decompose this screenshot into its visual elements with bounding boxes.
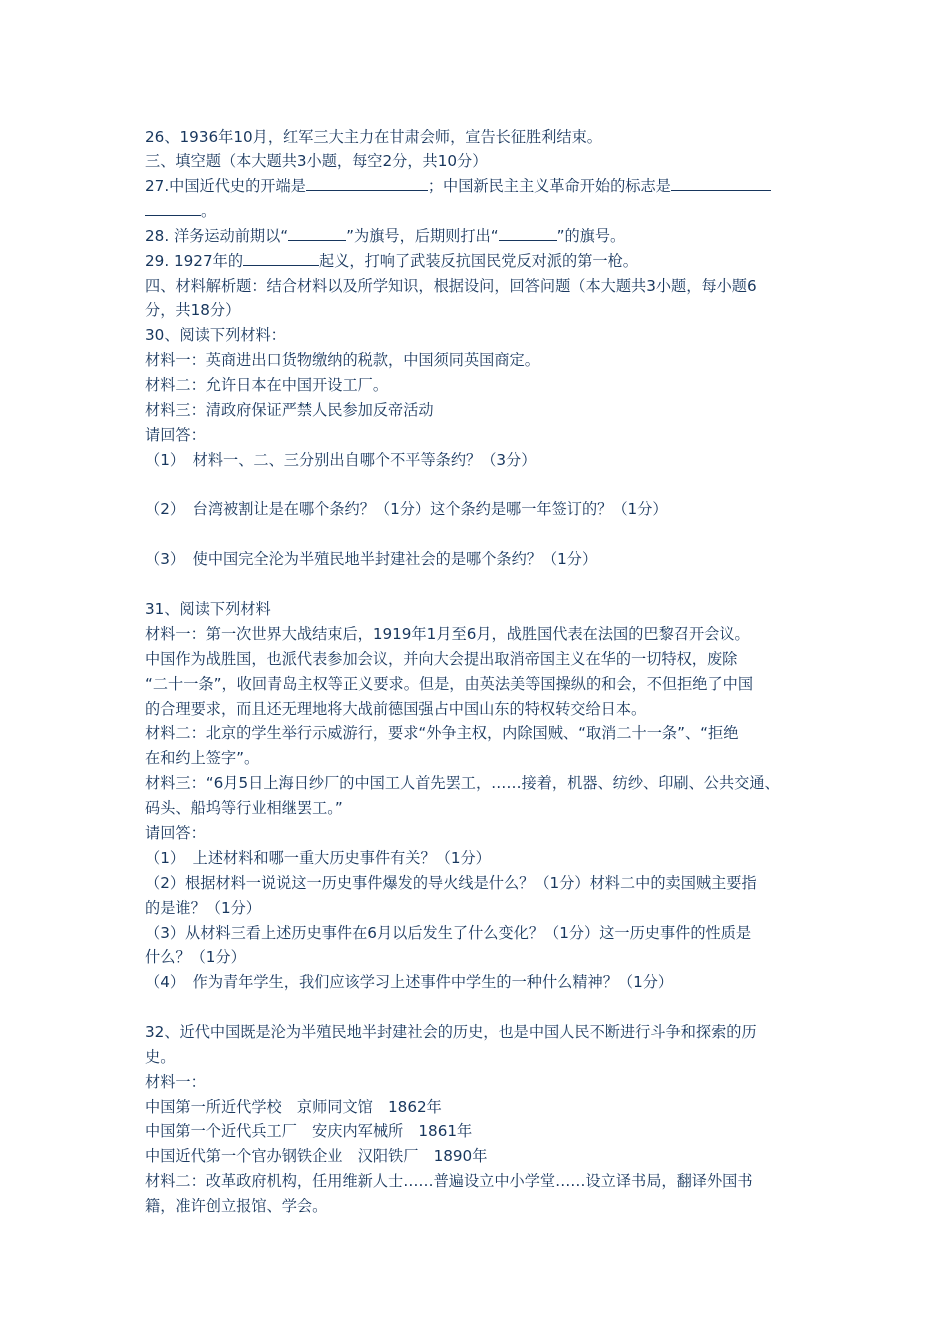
answer-blank[interactable] [671, 175, 771, 191]
q31-prompt: 请回答： [145, 824, 206, 842]
q32-material-1-label: 材料一： [145, 1073, 206, 1091]
question-28: 28. 洋务运动前期以“ ”为旗号，后期则打出“ ”的旗号。 [145, 227, 626, 245]
q31-material-1-line-2: 中国作为战胜国，也派代表参加会议，并向大会提出取消帝国主义在华的一切特权，废除 [145, 650, 738, 668]
answer-blank[interactable] [243, 250, 319, 266]
q32-material-1-item-3: 中国近代第一个官办钢铁企业 汉阳铁厂 1890年 [145, 1147, 488, 1165]
q31-sub-3-line-2: 什么？（1分） [145, 948, 246, 966]
question-26: 26、1936年10月，红军三大主力在甘肃会师，宣告长征胜利结束。 [145, 128, 602, 146]
q30-sub-2: （2） 台湾被割让是在哪个条约？（1分）这个条约是哪一年签订的？（1分） [145, 500, 668, 518]
q31-material-2-line-2: 在和约上签字”。 [145, 749, 260, 767]
q31-sub-1: （1） 上述材料和哪一重大历史事件有关？（1分） [145, 849, 491, 867]
question-32-title-line-1: 32、近代中国既是沦为半殖民地半封建社会的历史，也是中国人民不断进行斗争和探索的历 [145, 1023, 757, 1041]
q31-material-1-line-1: 材料一：第一次世界大战结束后，1919年1月至6月，战胜国代表在法国的巴黎召开会议。 [145, 625, 750, 643]
q30-prompt: 请回答： [145, 426, 206, 444]
q32-material-2-line-1: 材料二：改革政府机构，任用维新人士……普遍设立中小学堂……设立译书局，翻译外国书 [145, 1172, 753, 1190]
question-29: 29. 1927年的 起义，打响了武装反抗国民党反对派的第一枪。 [145, 252, 638, 270]
q31-material-3-line-2: 码头、船坞等行业相继罢工。” [145, 799, 343, 817]
q31-material-2-line-1: 材料二：北京的学生举行示威游行，要求“外争主权，内除国贼、“取消二十一条”、“拒绝 [145, 724, 739, 742]
q31-material-1-line-4: 的合理要求，而且还无理地将大战前德国强占中国山东的特权转交给日本。 [145, 700, 647, 718]
section-3-heading: 三、填空题（本大题共3小题，每空2分，共10分） [145, 152, 488, 170]
q31-material-1-line-3: “二十一条”，收回青岛主权等正义要求。但是，由英法美等国操纵的和会，不但拒绝了中国 [145, 675, 754, 693]
question-30-title: 30、阅读下列材料： [145, 326, 286, 344]
question-27-line-2: 。 [145, 199, 825, 223]
section-4-heading-line-2: 分，共18分） [145, 301, 241, 319]
q32-material-2-line-2: 籍，准许创立报馆、学会。 [145, 1197, 328, 1215]
question-32-title-line-2: 史。 [145, 1048, 176, 1066]
q31-sub-4: （4） 作为青年学生，我们应该学习上述事件中学生的一种什么精神？（1分） [145, 973, 674, 991]
q31-sub-2-line-2: 的是谁？（1分） [145, 899, 261, 917]
q30-sub-3: （3） 使中国完全沦为半殖民地半封建社会的是哪个条约？（1分） [145, 550, 598, 568]
q31-sub-2-line-1: （2）根据材料一说说这一历史事件爆发的导火线是什么？（1分）材料二中的卖国贼主要指 [145, 874, 757, 892]
question-27-line-1: 27.中国近代史的开端是 ；中国新民主主义革命开始的标志是 [145, 174, 825, 198]
q32-material-1-item-2: 中国第一个近代兵工厂 安庆内军械所 1861年 [145, 1122, 473, 1140]
answer-blank[interactable] [306, 175, 428, 191]
q31-material-3-line-1: 材料三：“6月5日上海日纱厂的中国工人首先罢工，……接着，机器、纺纱、印刷、公共交通、 [145, 774, 780, 792]
q30-material-1: 材料一：英商进出口货物缴纳的税款，中国须同英国商定。 [145, 351, 540, 369]
answer-blank[interactable] [288, 225, 346, 241]
question-31-title: 31、阅读下列材料 [145, 600, 271, 618]
q30-material-2: 材料二：允许日本在中国开设工厂。 [145, 376, 388, 394]
q31-sub-3-line-1: （3）从材料三看上述历史事件在6月以后发生了什么变化？（1分）这一历史事件的性质是 [145, 924, 752, 942]
answer-blank[interactable] [499, 225, 557, 241]
q30-sub-1: （1） 材料一、二、三分别出自哪个不平等条约？（3分） [145, 451, 537, 469]
section-4-heading-line-1: 四、材料解析题：结合材料以及所学知识，根据设问，回答问题（本大题共3小题，每小题6 [145, 277, 757, 295]
q30-material-3: 材料三：清政府保证严禁人民参加反帝活动 [145, 401, 434, 419]
answer-blank[interactable] [145, 200, 201, 216]
q32-material-1-item-1: 中国第一所近代学校 京师同文馆 1862年 [145, 1098, 442, 1116]
